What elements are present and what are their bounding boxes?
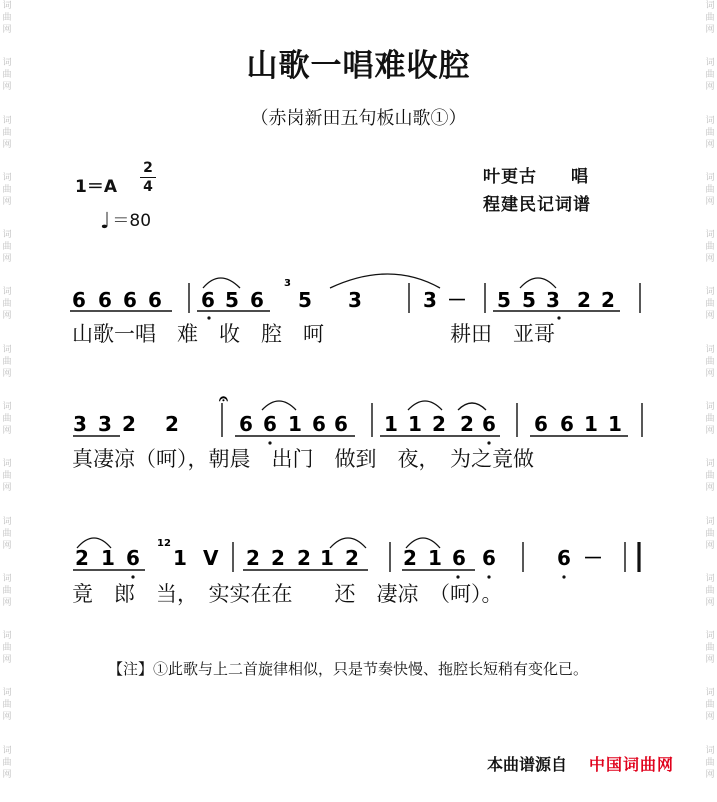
watermark-char: 网 <box>2 368 12 379</box>
watermark-char: 曲 <box>705 242 715 253</box>
source-credit <box>487 752 674 775</box>
note: 2 <box>297 546 311 570</box>
source-label: 本曲谱源自 <box>487 755 568 774</box>
note: 3 <box>98 412 112 436</box>
watermark-char: 网 <box>2 655 12 666</box>
watermark-char: 曲 <box>705 528 715 539</box>
watermark-char: 曲 <box>705 13 715 23</box>
low-octave-dot <box>562 575 565 578</box>
watermark-char: 网 <box>2 82 12 93</box>
subtitle: （赤岗新田五句板山歌①） <box>250 108 467 129</box>
watermark-char: 网 <box>705 483 715 494</box>
quarter-note-icon: ♩ <box>100 209 111 234</box>
lyric-line-1: 山歌一唱 难 收 腔 呵 耕田 亚哥 <box>72 322 555 346</box>
watermark-char: 曲 <box>705 184 715 195</box>
watermark-char: 词 <box>2 1 12 11</box>
watermark-char: 曲 <box>2 471 12 482</box>
watermark-char: 词 <box>2 688 12 699</box>
watermark-char: 网 <box>705 25 715 35</box>
breath-mark: V <box>203 546 219 570</box>
watermark-char: 词 <box>2 459 12 470</box>
lyric-line-3: 竟 郎 当， 实实在在 还 凄凉 （呵）。 <box>72 582 503 606</box>
watermark-char: 曲 <box>705 585 715 596</box>
note: 6 <box>250 288 264 312</box>
watermark-char: 网 <box>2 311 12 322</box>
watermark-char: 网 <box>705 311 715 322</box>
watermark-char: 曲 <box>705 643 715 654</box>
watermark-char: 词 <box>2 344 12 355</box>
note: 3 <box>348 288 362 312</box>
watermark-char: 词 <box>705 401 715 412</box>
note: 1 <box>101 546 115 570</box>
note: 3 <box>423 288 437 312</box>
note: 5 <box>522 288 536 312</box>
note: 2 <box>601 288 615 312</box>
transcriber-name: 程建民记词谱 <box>483 195 591 215</box>
watermark-char: 网 <box>705 196 715 207</box>
note: 1 <box>408 412 422 436</box>
singer-role: 唱 <box>571 167 589 187</box>
watermark-char: 词 <box>705 516 715 527</box>
transcriber-credit <box>483 190 591 215</box>
watermark-char: 曲 <box>2 585 12 596</box>
watermark-char: 网 <box>2 769 12 780</box>
time-signature-top: 2 <box>143 160 153 176</box>
watermark-char: 网 <box>2 540 12 551</box>
watermark-char: 网 <box>705 254 715 265</box>
watermark-char: 网 <box>2 597 12 608</box>
note: 2 <box>271 546 285 570</box>
time-signature-bottom: 4 <box>143 179 153 195</box>
note: 2 <box>577 288 591 312</box>
watermark-char: 网 <box>2 483 12 494</box>
watermark-char: 词 <box>2 287 12 298</box>
note: 1 <box>173 546 187 570</box>
note: 2 <box>432 412 446 436</box>
watermark-char: 曲 <box>705 127 715 138</box>
tempo-value: ＝80 <box>112 211 152 231</box>
note: 2 <box>165 412 179 436</box>
note: 2 <box>246 546 260 570</box>
key-signature: 1＝A <box>75 177 117 197</box>
watermark-char: 词 <box>705 344 715 355</box>
low-octave-dot <box>557 316 560 319</box>
slur <box>458 403 486 410</box>
grace-note: 3 <box>284 278 291 289</box>
note: 6 <box>560 412 574 436</box>
note: 6 <box>482 546 496 570</box>
watermark-char: 词 <box>705 459 715 470</box>
watermark-char: 网 <box>705 368 715 379</box>
note: 1 <box>428 546 442 570</box>
watermark-char: 网 <box>705 712 715 723</box>
watermark-char: 曲 <box>705 471 715 482</box>
watermark-char: 词 <box>705 115 715 126</box>
watermark-char: 网 <box>2 196 12 207</box>
slur <box>262 401 296 410</box>
note: 1 <box>320 546 334 570</box>
watermark-char: 曲 <box>2 242 12 253</box>
note: 2 <box>345 546 359 570</box>
fermata-icon: 𝄐 <box>219 389 228 408</box>
watermark-char: 词 <box>705 631 715 642</box>
watermark-char: 词 <box>2 230 12 241</box>
watermark-char: 曲 <box>2 70 12 81</box>
note: 6 <box>148 288 162 312</box>
source-site-link[interactable]: 中国词曲网 <box>589 755 675 774</box>
tempo-marking <box>100 206 151 234</box>
watermark-char: 网 <box>705 139 715 150</box>
note: 6 <box>72 288 86 312</box>
note: 6 <box>126 546 140 570</box>
watermark-char: 词 <box>2 172 12 183</box>
watermark-char: 曲 <box>705 700 715 711</box>
note: 5 <box>298 288 312 312</box>
note: 1 <box>384 412 398 436</box>
note: 1 <box>608 412 622 436</box>
singer-credit <box>483 162 589 187</box>
score-line-2 <box>73 389 642 445</box>
watermark-char: 网 <box>705 769 715 780</box>
watermark-char: 曲 <box>705 299 715 310</box>
watermark-char: 词 <box>2 58 12 69</box>
watermark-char: 网 <box>705 425 715 436</box>
singer-name: 叶更古 <box>483 167 537 187</box>
watermark-char: 曲 <box>2 356 12 367</box>
watermark-char: 曲 <box>2 184 12 195</box>
note: 2 <box>122 412 136 436</box>
note: 3 <box>73 412 87 436</box>
score-line-1 <box>70 274 640 320</box>
watermark-char: 曲 <box>2 127 12 138</box>
note: 2 <box>403 546 417 570</box>
watermark-char: 网 <box>705 82 715 93</box>
lyric-line-2: 真凄凉（呵），朝晨 出门 做到 夜， 为之竟做 <box>72 447 534 471</box>
watermark-char: 词 <box>2 573 12 584</box>
watermark-char: 词 <box>705 688 715 699</box>
note: － <box>583 546 603 570</box>
watermark-char: 网 <box>2 425 12 436</box>
watermark-char: 词 <box>2 516 12 527</box>
slur <box>408 401 442 410</box>
watermark-char: 词 <box>705 287 715 298</box>
note: 5 <box>225 288 239 312</box>
note: 6 <box>239 412 253 436</box>
note: 6 <box>98 288 112 312</box>
slur <box>520 278 556 288</box>
page-title: 山歌一唱难收腔 <box>246 48 471 84</box>
note: 6 <box>557 546 571 570</box>
note: 3 <box>546 288 560 312</box>
note: 2 <box>460 412 474 436</box>
footnote: 【注】①此歌与上二首旋律相似，只是节奏快慢、拖腔长短稍有变化已。 <box>108 660 589 678</box>
note: 6 <box>334 412 348 436</box>
watermark-char: 词 <box>705 1 715 11</box>
watermark-char: 曲 <box>705 356 715 367</box>
watermark-char: 曲 <box>2 13 12 23</box>
watermark-char: 词 <box>705 745 715 756</box>
watermark-char: 曲 <box>2 700 12 711</box>
note: 2 <box>75 546 89 570</box>
watermark-char: 曲 <box>2 413 12 424</box>
watermark-char: 曲 <box>705 757 715 768</box>
note: 1 <box>288 412 302 436</box>
watermark-char: 曲 <box>2 528 12 539</box>
watermark-char: 词 <box>2 745 12 756</box>
watermark-char: 网 <box>705 597 715 608</box>
watermark-char: 网 <box>705 655 715 666</box>
note: 6 <box>263 412 277 436</box>
watermark-char: 曲 <box>2 757 12 768</box>
watermark-char: 词 <box>705 172 715 183</box>
watermark-char: 曲 <box>705 413 715 424</box>
slur <box>330 274 440 288</box>
watermark-char: 词 <box>705 58 715 69</box>
score-line-3 <box>73 538 639 579</box>
watermark-char: 曲 <box>2 299 12 310</box>
note: 6 <box>534 412 548 436</box>
note: 6 <box>312 412 326 436</box>
watermark-char: 网 <box>2 25 12 35</box>
note: 6 <box>201 288 215 312</box>
watermark-char: 网 <box>2 254 12 265</box>
slur <box>203 278 240 288</box>
note: 6 <box>123 288 137 312</box>
note: 6 <box>482 412 496 436</box>
watermark-char: 网 <box>2 712 12 723</box>
watermark-char: 网 <box>2 139 12 150</box>
slur <box>330 538 366 548</box>
note: 1 <box>584 412 598 436</box>
note: 6 <box>452 546 466 570</box>
watermark-char: 曲 <box>705 70 715 81</box>
watermark-char: 网 <box>705 540 715 551</box>
watermark-char: 词 <box>2 115 12 126</box>
watermark-char: 词 <box>705 230 715 241</box>
watermark-char: 曲 <box>2 643 12 654</box>
grace-note: 12 <box>157 538 171 549</box>
note: － <box>447 288 467 312</box>
watermark-char: 词 <box>2 401 12 412</box>
slur <box>77 538 111 548</box>
watermark-char: 词 <box>705 573 715 584</box>
time-signature <box>140 160 156 195</box>
note: 5 <box>497 288 511 312</box>
watermark-char: 词 <box>2 631 12 642</box>
slur <box>406 538 440 548</box>
